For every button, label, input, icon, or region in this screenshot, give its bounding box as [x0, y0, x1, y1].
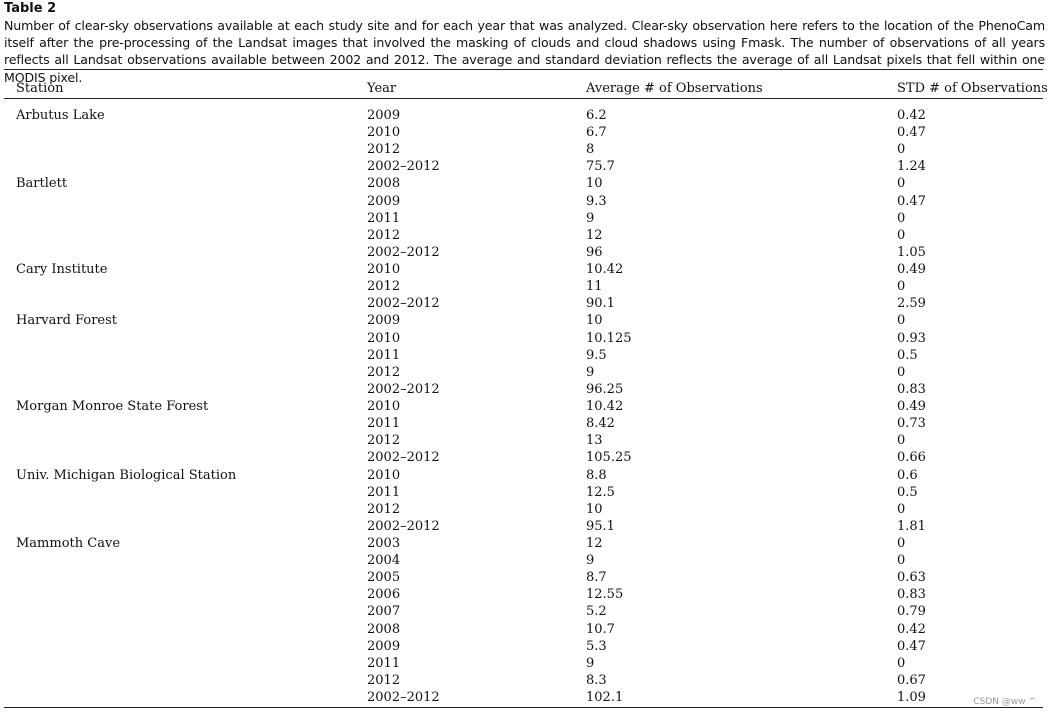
- cell-year: 2008: [367, 176, 401, 192]
- table-row: [0, 432, 1048, 449]
- cell-average-observations: 10.42: [586, 399, 624, 415]
- cell-average-observations: 5.2: [586, 604, 607, 620]
- header-year: Year: [367, 81, 397, 96]
- header-station: Station: [16, 81, 64, 96]
- cell-std-observations: 0.66: [897, 450, 926, 466]
- cell-std-observations: 0: [897, 227, 906, 243]
- table-row: [0, 295, 1048, 312]
- table-row: [0, 330, 1048, 347]
- cell-year: 2012: [367, 142, 401, 158]
- cell-std-observations: 0.83: [897, 381, 926, 397]
- cell-year: 2009: [367, 193, 401, 209]
- cell-average-observations: 6.7: [586, 125, 607, 141]
- table-row: [0, 518, 1048, 535]
- cell-station: Univ. Michigan Biological Station: [16, 467, 237, 483]
- cell-average-observations: 8.8: [586, 467, 607, 483]
- cell-average-observations: 90.1: [586, 296, 615, 312]
- cell-year: 2010: [367, 262, 401, 278]
- cell-std-observations: 0.49: [897, 399, 926, 415]
- cell-std-observations: 0: [897, 313, 906, 329]
- table-row: [0, 244, 1048, 261]
- cell-year: 2002–2012: [367, 450, 440, 466]
- cell-std-observations: 0.63: [897, 570, 926, 586]
- cell-average-observations: 8.7: [586, 570, 607, 586]
- table-row: [0, 689, 1048, 706]
- cell-std-observations: 0.79: [897, 604, 926, 620]
- cell-year: 2009: [367, 638, 401, 654]
- cell-std-observations: 0: [897, 553, 906, 569]
- table-row: [0, 158, 1048, 175]
- cell-average-observations: 105.25: [586, 450, 632, 466]
- table-row: [0, 672, 1048, 689]
- cell-average-observations: 96.25: [586, 381, 624, 397]
- cell-average-observations: 9: [586, 364, 595, 380]
- table-row: [0, 107, 1048, 124]
- cell-year: 2010: [367, 399, 401, 415]
- cell-year: 2010: [367, 467, 401, 483]
- table-label: Table 2: [4, 1, 57, 16]
- cell-year: 2009: [367, 313, 401, 329]
- table-row: [0, 193, 1048, 210]
- cell-average-observations: 10: [586, 313, 603, 329]
- cell-average-observations: 6.2: [586, 108, 607, 123]
- cell-average-observations: 10: [586, 501, 603, 517]
- cell-year: 2002–2012: [367, 159, 440, 175]
- cell-average-observations: 13: [586, 433, 603, 449]
- table-row: [0, 621, 1048, 638]
- cell-year: 2002–2012: [367, 244, 440, 260]
- cell-std-observations: 1.81: [897, 518, 926, 534]
- cell-average-observations: 8.3: [586, 672, 607, 688]
- table-row: [0, 141, 1048, 158]
- cell-std-observations: 0: [897, 655, 906, 671]
- cell-std-observations: 0.67: [897, 672, 926, 688]
- table-row: [0, 638, 1048, 655]
- cell-year: 2002–2012: [367, 381, 440, 397]
- cell-average-observations: 9: [586, 210, 595, 226]
- cell-year: 2012: [367, 279, 401, 295]
- cell-year: 2004: [367, 553, 401, 569]
- table-header-rule: [4, 98, 1043, 99]
- cell-year: 2012: [367, 364, 401, 380]
- cell-station: Harvard Forest: [16, 313, 118, 329]
- cell-year: 2002–2012: [367, 690, 440, 706]
- cell-std-observations: 0.42: [897, 108, 926, 123]
- cell-station: Cary Institute: [16, 262, 108, 278]
- table-top-rule: [4, 69, 1043, 70]
- cell-average-observations: 9: [586, 553, 595, 569]
- cell-station: Morgan Monroe State Forest: [16, 399, 209, 415]
- cell-average-observations: 9.3: [586, 193, 607, 209]
- cell-year: 2006: [367, 587, 401, 603]
- cell-std-observations: 1.09: [897, 690, 926, 706]
- cell-average-observations: 12: [586, 536, 603, 551]
- cell-std-observations: 1.24: [897, 159, 926, 175]
- cell-average-observations: 10.125: [586, 330, 632, 346]
- table-row: [0, 655, 1048, 672]
- table-row: [0, 569, 1048, 586]
- cell-std-observations: 0: [897, 210, 906, 226]
- cell-std-observations: 0: [897, 433, 906, 449]
- cell-year: 2008: [367, 621, 401, 637]
- table-caption: Number of clear-sky observations available at each study site and for each year that was analyzed. Clear-sky observation here refers to the location of the PhenoCam itself after the pre-processing of the Landsat images that involved the masking of clouds and cloud shadows using Fmask. The number of observations of all years reflects all Landsat observations available between 2002 and 2012. The average and standard deviation reflects the average of all Landsat pixels that fell within one MODIS pixel.: [4, 18, 1045, 85]
- cell-std-observations: 0: [897, 142, 906, 158]
- cell-year: 2012: [367, 227, 401, 243]
- table-bottom-rule: [4, 707, 1043, 708]
- cell-average-observations: 5.3: [586, 638, 607, 654]
- cell-average-observations: 12.5: [586, 484, 615, 500]
- cell-station: Mammoth Cave: [16, 536, 121, 551]
- cell-std-observations: 0.5: [897, 347, 918, 363]
- cell-average-observations: 11: [586, 279, 603, 295]
- cell-std-observations: 0.5: [897, 484, 918, 500]
- table-row: [0, 175, 1048, 192]
- cell-year: 2011: [367, 347, 401, 363]
- cell-year: 2002–2012: [367, 296, 440, 312]
- cell-year: 2012: [367, 501, 401, 517]
- header-std-observations: STD # of Observations: [897, 81, 1048, 96]
- cell-year: 2010: [367, 330, 401, 346]
- cell-std-observations: 0.73: [897, 416, 926, 432]
- cell-year: 2011: [367, 210, 401, 226]
- cell-year: 2005: [367, 570, 401, 586]
- cell-std-observations: 0: [897, 501, 906, 517]
- table-row: [0, 415, 1048, 432]
- table-row: [0, 449, 1048, 466]
- cell-year: 2010: [367, 125, 401, 141]
- table-row: [0, 227, 1048, 244]
- cell-year: 2011: [367, 484, 401, 500]
- table-row: [0, 603, 1048, 620]
- cell-std-observations: 0.83: [897, 587, 926, 603]
- cell-average-observations: 75.7: [586, 159, 615, 175]
- cell-average-observations: 10: [586, 176, 603, 192]
- table-row: [0, 535, 1048, 552]
- cell-station: Bartlett: [16, 176, 68, 192]
- cell-average-observations: 95.1: [586, 518, 615, 534]
- table-row: [0, 210, 1048, 227]
- cell-std-observations: 0.47: [897, 125, 926, 141]
- cell-average-observations: 96: [586, 244, 603, 260]
- table-header: [0, 80, 1048, 97]
- cell-std-observations: 1.05: [897, 244, 926, 260]
- cell-std-observations: 0: [897, 536, 906, 551]
- table-row: [0, 381, 1048, 398]
- table-row: [0, 261, 1048, 278]
- table-row: [0, 586, 1048, 603]
- cell-year: 2012: [367, 672, 401, 688]
- cell-average-observations: 9: [586, 655, 595, 671]
- cell-station: Arbutus Lake: [16, 108, 105, 123]
- table-row: [0, 467, 1048, 484]
- cell-std-observations: 0.42: [897, 621, 926, 637]
- cell-year: 2011: [367, 416, 401, 432]
- cell-std-observations: 2.59: [897, 296, 926, 312]
- cell-year: 2009: [367, 108, 401, 123]
- cell-year: 2003: [367, 536, 401, 551]
- cell-year: 2011: [367, 655, 401, 671]
- watermark: CSDN @ww ^: [973, 697, 1036, 707]
- cell-average-observations: 8.42: [586, 416, 615, 432]
- cell-std-observations: 0.93: [897, 330, 926, 346]
- table-row: [0, 124, 1048, 141]
- table-row: [0, 364, 1048, 381]
- cell-average-observations: 9.5: [586, 347, 607, 363]
- table-row: [0, 501, 1048, 518]
- header-average-observations: Average # of Observations: [586, 81, 763, 96]
- cell-average-observations: 12.55: [586, 587, 624, 603]
- table-row: [0, 312, 1048, 329]
- cell-std-observations: 0: [897, 176, 906, 192]
- cell-year: 2012: [367, 433, 401, 449]
- table-row: [0, 484, 1048, 501]
- cell-average-observations: 12: [586, 227, 603, 243]
- cell-std-observations: 0: [897, 279, 906, 295]
- cell-average-observations: 10.7: [586, 621, 615, 637]
- table-row: [0, 347, 1048, 364]
- cell-std-observations: 0.49: [897, 262, 926, 278]
- cell-std-observations: 0.47: [897, 638, 926, 654]
- table-row: [0, 278, 1048, 295]
- table-row: [0, 552, 1048, 569]
- table-row: [0, 398, 1048, 415]
- cell-average-observations: 102.1: [586, 690, 624, 706]
- cell-std-observations: 0: [897, 364, 906, 380]
- cell-average-observations: 8: [586, 142, 595, 158]
- cell-std-observations: 0.6: [897, 467, 918, 483]
- cell-std-observations: 0.47: [897, 193, 926, 209]
- cell-average-observations: 10.42: [586, 262, 624, 278]
- cell-year: 2007: [367, 604, 401, 620]
- cell-year: 2002–2012: [367, 518, 440, 534]
